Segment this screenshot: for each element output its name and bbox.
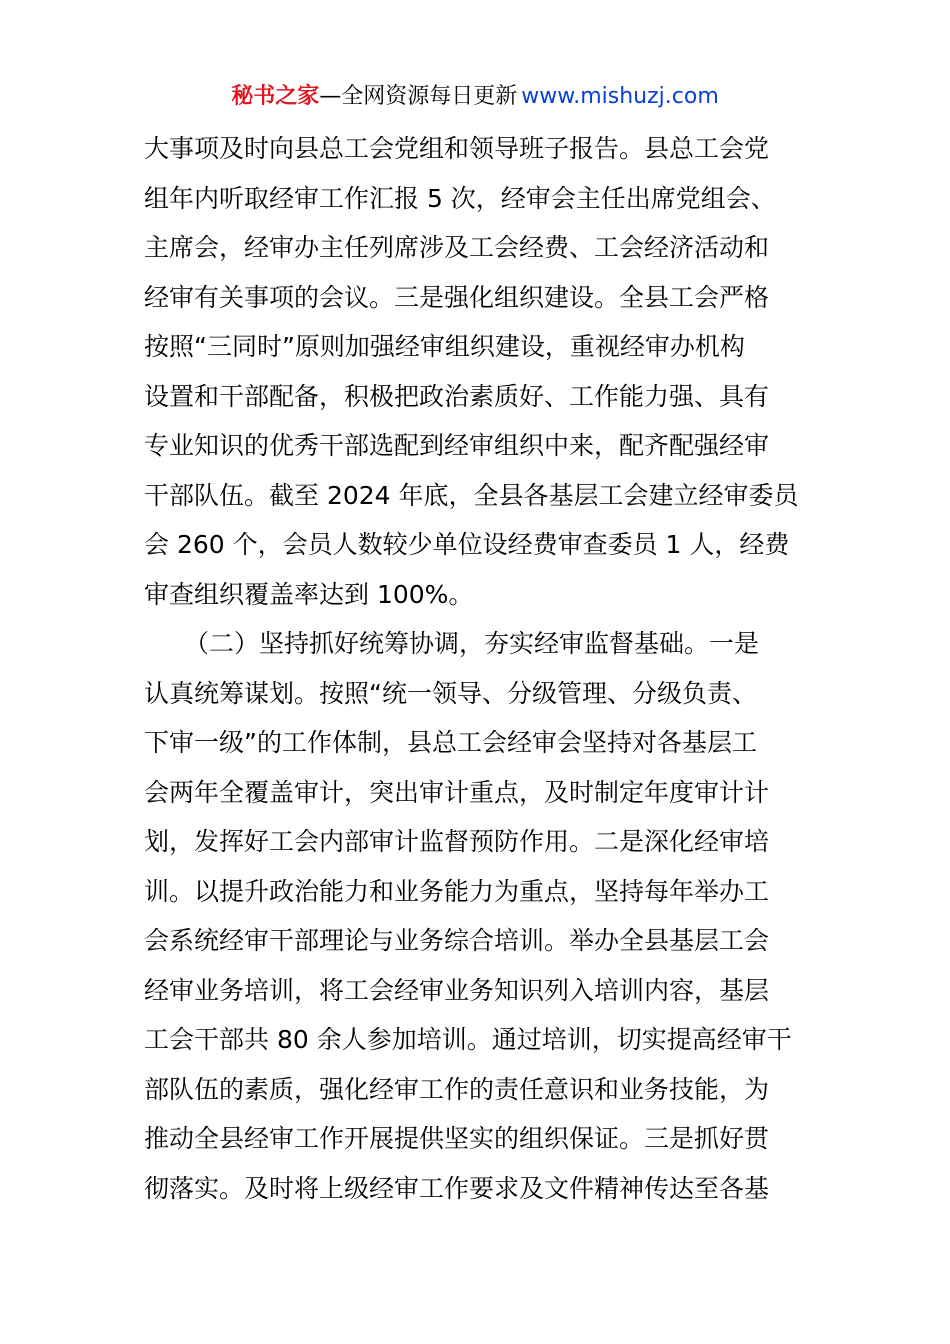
body-line: 下审一级”的工作体制，县总工会经审会坚持对各基层工 <box>144 728 757 757</box>
body-line: 专业知识的优秀干部选配到经审组织中来，配齐配强经审 <box>144 431 770 460</box>
body-line: 训。以提升政治能力和业务能力为重点，坚持每年举办工 <box>144 876 770 906</box>
body-line: 彻落实。及时将上级经审工作要求及文件精神传达至各基 <box>144 1173 770 1203</box>
site-brand: 秘书之家 <box>231 84 320 109</box>
body-line: 审查组织覆盖率达到 100%。 <box>144 579 474 609</box>
body-line: 划，发挥好工会内部审计监督预防作用。二是深化经审培 <box>144 827 770 856</box>
body-line: 工会干部共 80 余人参加培训。通过培训，切实提高经审干 <box>144 1025 792 1054</box>
body-line: 会 260 个，会员人数较少单位设经费审查委员 1 人，经费 <box>144 530 790 559</box>
body-line: 组年内听取经审工作汇报 5 次，经审会主任出席党组会、 <box>144 183 776 213</box>
body-line: 大事项及时向县总工会党组和领导班子报告。县总工会党 <box>144 134 770 163</box>
body-line: 经审业务培训，将工会经审业务知识列入培训内容，基层 <box>144 975 770 1005</box>
body-line: 按照“三同时”原则加强经审组织建设，重视经审办机构 <box>144 332 745 361</box>
body-line: 设置和干部配备，积极把政治素质好、工作能力强、具有 <box>144 381 770 411</box>
section-heading-line: （二）坚持抓好统筹协调，夯实经审监督基础。一是 <box>184 629 760 658</box>
site-tagline: —全网资源每日更新 <box>319 84 518 109</box>
body-line: 干部队伍。截至 2024 年底，全县各基层工会建立经审委员 <box>144 480 799 510</box>
body-line: 部队伍的素质，强化经审工作的责任意识和业务技能，为 <box>144 1074 770 1104</box>
document-body <box>144 124 824 1213</box>
body-line: 认真统筹谋划。按照“统一领导、分级管理、分级负责、 <box>144 678 757 708</box>
site-url-link[interactable]: www.mishuzj.com <box>521 84 719 109</box>
body-line: 会两年全覆盖审计，突出审计重点，及时制定年度审计计 <box>144 777 770 807</box>
body-line: 主席会，经审办主任列席涉及工会经费、工会经济活动和 <box>144 233 770 262</box>
body-line: 经审有关事项的会议。三是强化组织建设。全县工会严格 <box>144 282 770 312</box>
site-header <box>0 80 950 114</box>
body-line: 推动全县经审工作开展提供坚实的组织保证。三是抓好贯 <box>144 1124 770 1153</box>
body-line: 会系统经审干部理论与业务综合培训。举办全县基层工会 <box>144 926 770 955</box>
